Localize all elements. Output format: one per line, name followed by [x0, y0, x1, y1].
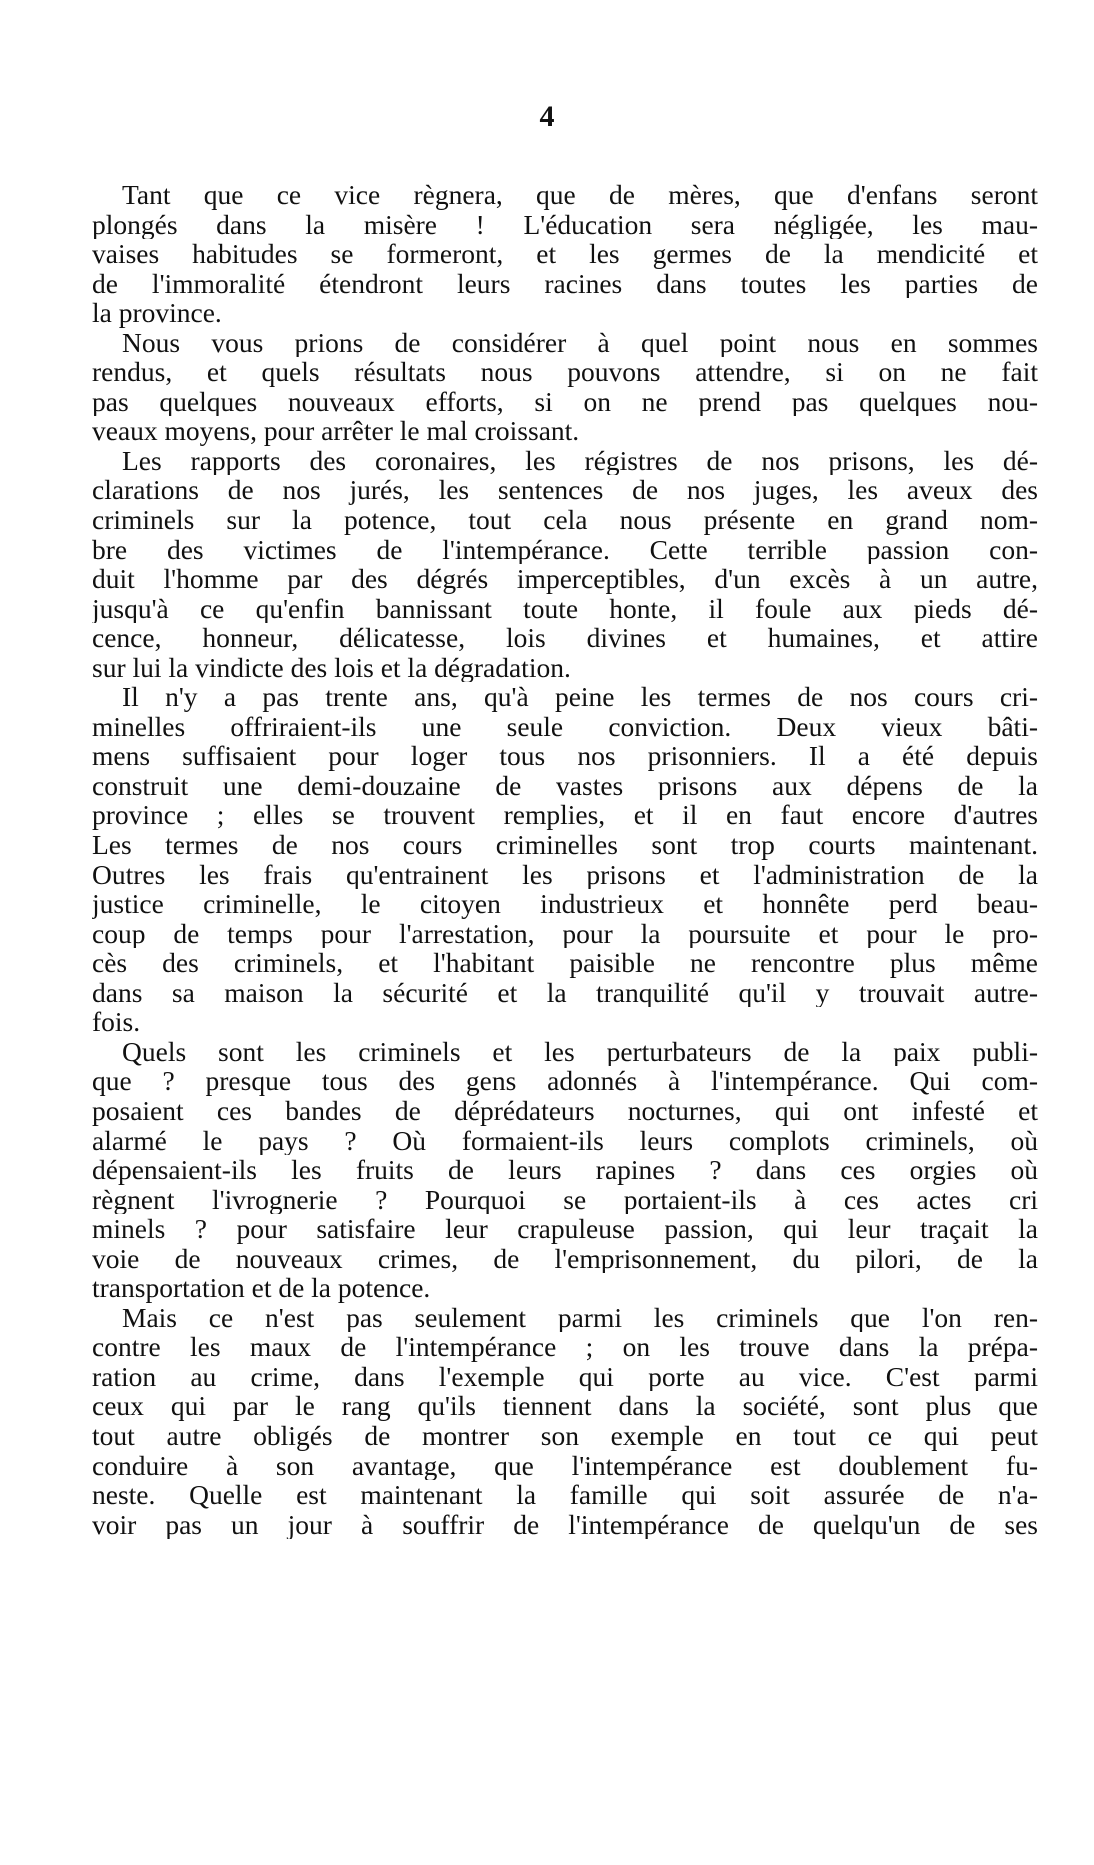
- text-line: alarmé le pays ? Où formaient-ils leurs complots criminels, où: [92, 1125, 1038, 1156]
- text-line: Les termes de nos cours criminelles sont trop courts maintenant.: [92, 830, 1038, 860]
- body-text: [92, 180, 1038, 1539]
- text-line: province ; elles se trouvent remplies, et il en faut encore d'autres: [92, 800, 1038, 831]
- text-line: voie de nouveaux crimes, de l'emprisonnement, du pilori, de la: [92, 1243, 1038, 1274]
- paragraph: [92, 1037, 1038, 1303]
- text-line: Les rapports des coronaires, les régistres de nos prisons, les dé-: [122, 445, 1038, 476]
- text-line: ration au crime, dans l'exemple qui porte au vice. C'est parmi: [92, 1361, 1038, 1392]
- paragraph: [92, 180, 1038, 328]
- text-line: Nous vous prions de considérer à quel point nous en sommes: [122, 327, 1038, 358]
- text-line: mens suffisaient pour loger tous nos prisonniers. Il a été depuis: [92, 741, 1038, 771]
- text-line: conduire à son avantage, que l'intempérance est doublement fu-: [92, 1450, 1038, 1481]
- text-line: posaient ces bandes de déprédateurs nocturnes, qui ont infesté et: [92, 1095, 1038, 1126]
- text-line: ceux qui par le rang qu'ils tiennent dans la société, sont plus que: [92, 1391, 1038, 1421]
- text-line: dans sa maison la sécurité et la tranquilité qu'il y trouvait autre-: [92, 977, 1038, 1008]
- text-line: neste. Quelle est maintenant la famille qui soit assurée de n'a-: [92, 1480, 1038, 1510]
- text-line: construit une demi-douzaine de vastes prisons aux dépens de la: [92, 770, 1038, 801]
- paragraph: [92, 682, 1038, 1037]
- text-line: Quels sont les criminels et les perturbateurs de la paix publi-: [122, 1036, 1038, 1067]
- text-line: règnent l'ivrognerie ? Pourquoi se portaient-ils à ces actes cri: [92, 1184, 1038, 1215]
- text-line: veaux moyens, pour arrêter le mal croissant.: [92, 416, 580, 446]
- text-line: voir pas un jour à souffrir de l'intempérance de quelqu'un de ses: [92, 1509, 1038, 1540]
- text-line: Mais ce n'est pas seulement parmi les criminels que l'on ren-: [122, 1302, 1038, 1333]
- text-line: sur lui la vindicte des lois et la dégradation.: [92, 652, 571, 683]
- text-line: tout autre obligés de montrer son exemple en tout ce qui peut: [92, 1420, 1038, 1451]
- text-line: cès des criminels, et l'habitant paisible ne rencontre plus même: [92, 948, 1038, 978]
- text-line: duit l'homme par des dégrés imperceptibles, d'un excès à un autre,: [92, 564, 1038, 594]
- text-line: coup de temps pour l'arrestation, pour la poursuite et pour le pro-: [92, 918, 1038, 949]
- text-line: la province.: [92, 298, 222, 328]
- text-line: rendus, et quels résultats nous pouvons attendre, si on ne fait: [92, 357, 1038, 387]
- text-line: plongés dans la misère ! L'éducation sera négligée, les mau-: [92, 209, 1038, 240]
- text-line: transportation et de la potence.: [92, 1273, 431, 1303]
- text-line: vaises habitudes se formeront, et les germes de la mendicité et: [92, 239, 1038, 269]
- text-line: Tant que ce vice règnera, que de mères, que d'enfans seront: [122, 180, 1038, 210]
- text-line: contre les maux de l'intempérance ; on les trouve dans la prépa-: [92, 1332, 1038, 1362]
- page-number: 4: [539, 100, 555, 133]
- text-line: justice criminelle, le citoyen industrieux et honnête perd beau-: [92, 889, 1038, 919]
- paragraph: [92, 1303, 1038, 1539]
- text-line: Il n'y a pas trente ans, qu'à peine les termes de nos cours cri-: [122, 682, 1038, 712]
- text-line: jusqu'à ce qu'enfin bannissant toute honte, il foule aux pieds dé-: [92, 593, 1038, 624]
- text-line: pas quelques nouveaux efforts, si on ne prend pas quelques nou-: [92, 386, 1038, 417]
- text-line: dépensaient-ils les fruits de leurs rapines ? dans ces orgies où: [92, 1155, 1038, 1185]
- paragraph: [92, 446, 1038, 682]
- text-line: cence, honneur, délicatesse, lois divines et humaines, et attire: [92, 623, 1038, 653]
- text-line: criminels sur la potence, tout cela nous présente en grand nom-: [92, 505, 1038, 535]
- text-line: que ? presque tous des gens adonnés à l'intempérance. Qui com-: [92, 1066, 1038, 1096]
- text-line: minels ? pour satisfaire leur crapuleuse passion, qui leur traçait la: [92, 1214, 1038, 1244]
- text-line: bre des victimes de l'intempérance. Cette terrible passion con-: [92, 534, 1038, 565]
- text-line: de l'immoralité étendront leurs racines dans toutes les parties de: [92, 268, 1038, 299]
- text-line: clarations de nos jurés, les sentences de nos juges, les aveux des: [92, 475, 1038, 506]
- paragraph: [92, 328, 1038, 446]
- text-line: Outres les frais qu'entrainent les prisons et l'administration de la: [92, 859, 1038, 890]
- text-line: fois.: [92, 1007, 141, 1037]
- text-line: minelles offriraient-ils une seule conviction. Deux vieux bâti-: [92, 711, 1038, 742]
